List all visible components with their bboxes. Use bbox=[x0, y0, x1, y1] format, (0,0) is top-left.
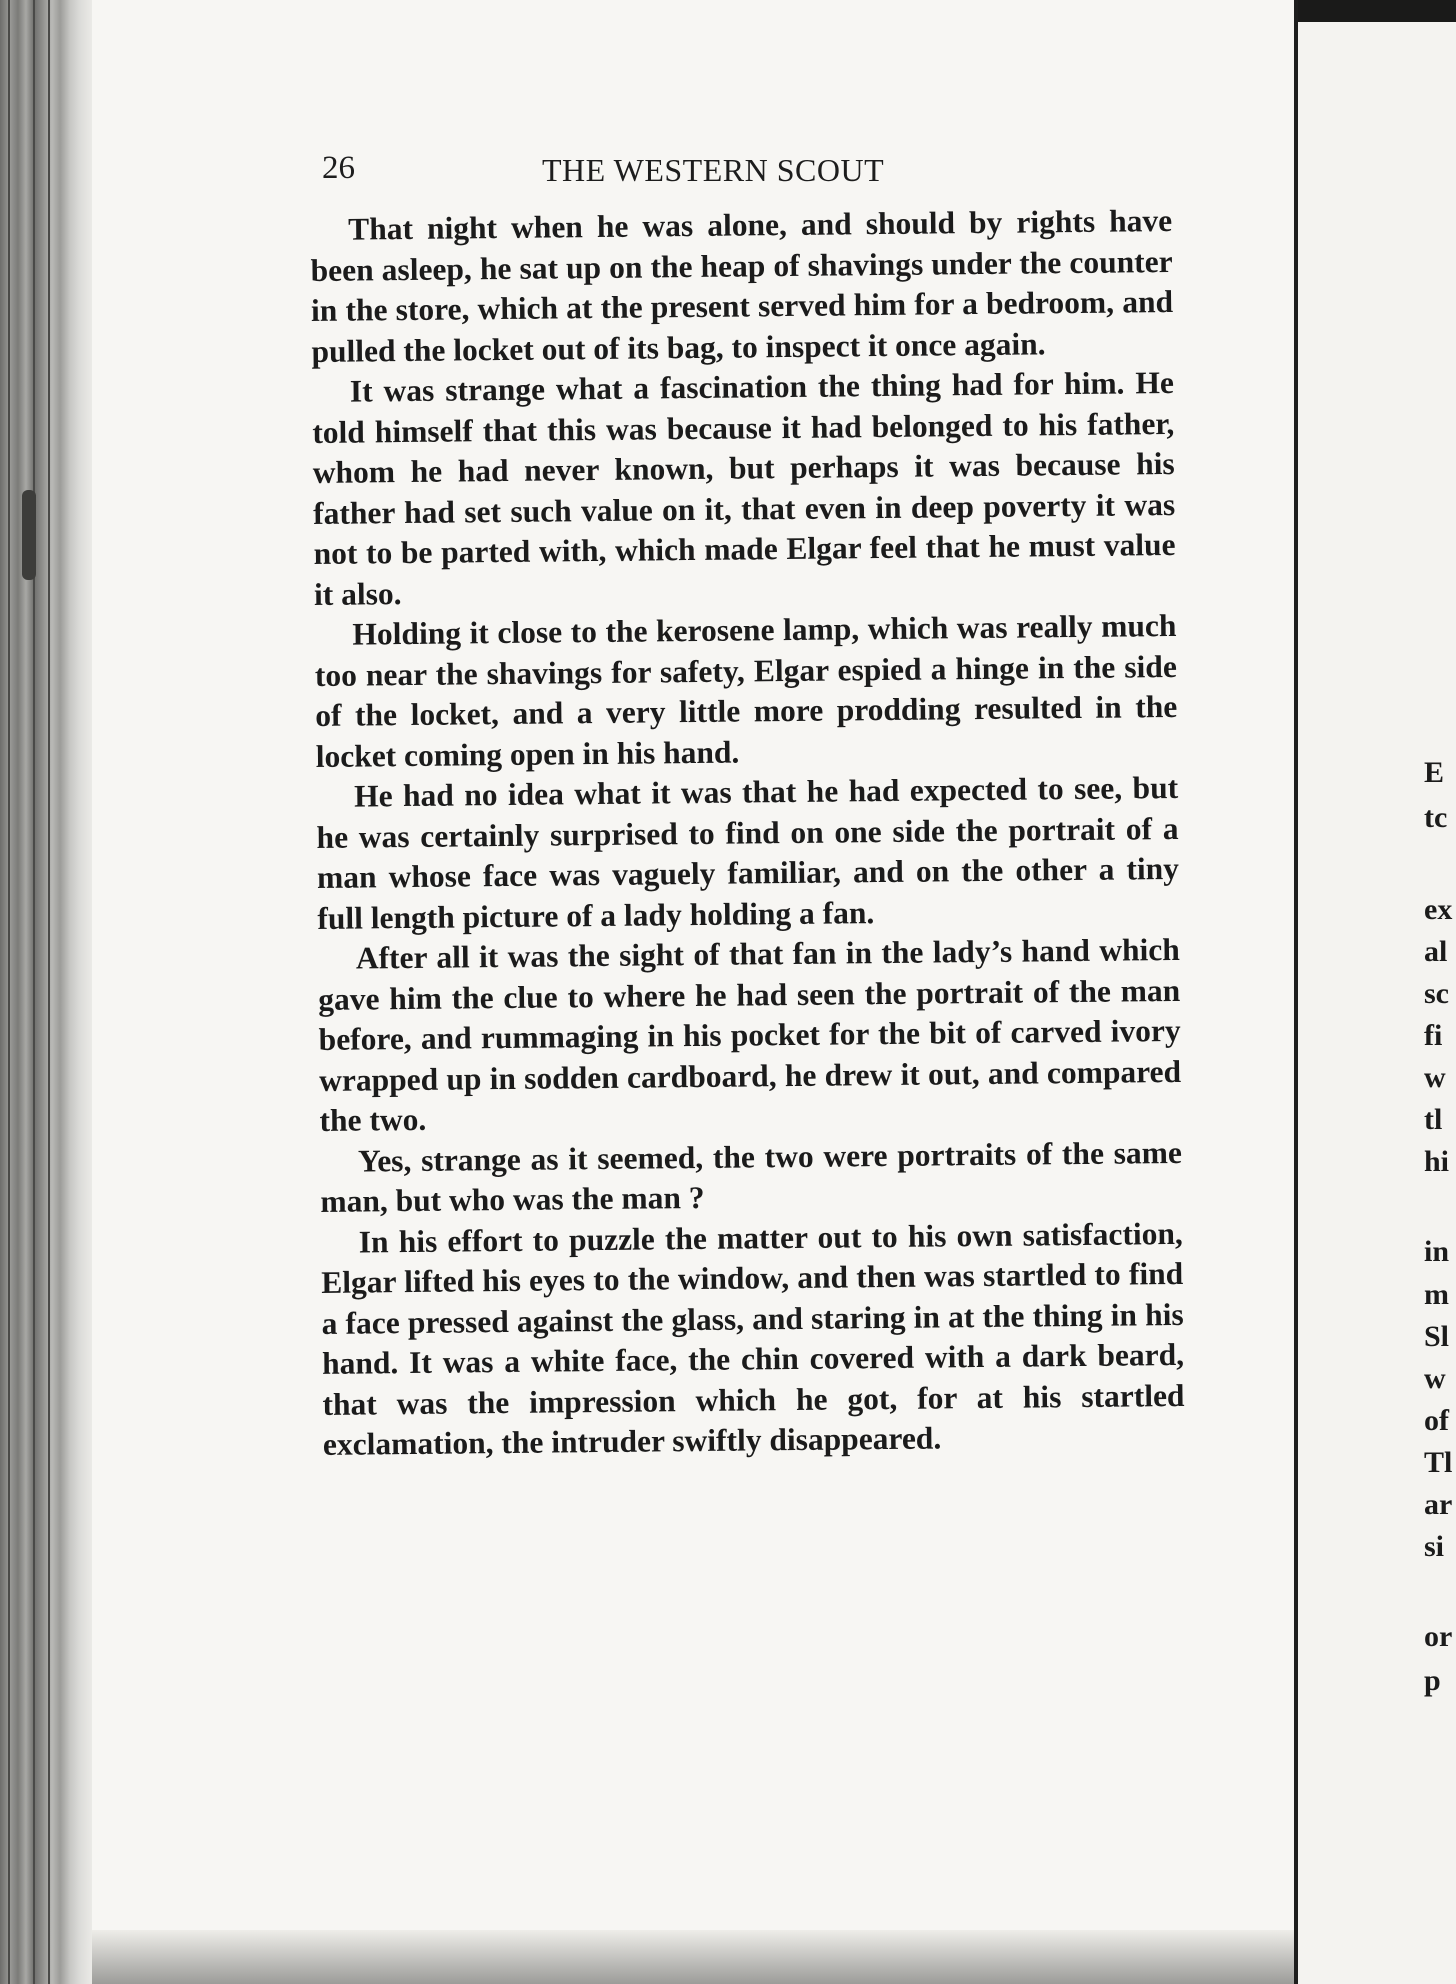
page-bottom-shadow bbox=[92, 1930, 1294, 1984]
facing-page-top-shadow bbox=[1298, 0, 1456, 22]
facing-page-fragment: tc bbox=[1424, 801, 1448, 834]
binding-line bbox=[33, 0, 35, 1984]
paragraph: It was strange what a fascination the thing had for him. He told himself that this was because it had belonged to his father, whom he had never known, but perhaps it was because his father had set such value on it, that even in deep poverty it was not to be parted with, which made Elgar feel that he must value it also. bbox=[312, 364, 1176, 612]
facing-page-fragment: in bbox=[1424, 1235, 1450, 1268]
page-header bbox=[322, 150, 962, 202]
facing-page-fragment: fi bbox=[1424, 1019, 1443, 1052]
binding-shadow-mark bbox=[22, 490, 36, 580]
facing-page-fragment: p bbox=[1424, 1664, 1441, 1697]
paragraph: Yes, strange as it seemed, the two were portraits of the same man, but who was the man ? bbox=[320, 1134, 1183, 1219]
facing-page-fragment: E bbox=[1424, 756, 1445, 789]
facing-page-fragment: tl bbox=[1424, 1103, 1443, 1136]
book-binding-edge bbox=[0, 0, 92, 1984]
facing-page-fragment: m bbox=[1424, 1278, 1449, 1311]
paragraph: In his effort to puzzle the matter out to his own satisfaction, Elgar lifted his eyes to the window, and then was startled to find a face pressed against the glass, and staring in at the thing in his hand. It was a white face, the chin covered with a dark beard, that was the impression which he got, for at his startled exclamation, the intruder swiftly disappeared. bbox=[321, 1215, 1185, 1462]
paragraph: Holding it close to the kerosene lamp, which was really much too near the shavings for safety, Elgar espied a hinge in the side of the locket, and a very little more prodding resulted in the locket coming open in his hand. bbox=[314, 607, 1178, 774]
binding-line bbox=[8, 0, 10, 1984]
facing-page-fragment: Sl bbox=[1424, 1320, 1450, 1353]
paragraph: He had no idea what it was that he had expected to see, but he was certainly surprised to find on one side the portrait of a man whose face was vaguely familiar, and on the other a tiny full length picture of a lady holding a fan. bbox=[316, 769, 1180, 936]
facing-page-fragment: sc bbox=[1424, 977, 1449, 1010]
facing-page-fragment: ex bbox=[1424, 893, 1453, 926]
facing-page-fragment: ar bbox=[1424, 1488, 1453, 1521]
body-text bbox=[310, 201, 1185, 1465]
paragraph: After all it was the sight of that fan in the lady’s hand which gave him the clue to where he had seen the portrait of the man before, and rummaging in his pocket for the bit of carved ivory wrapped up in sodden cardboard, he drew it out, and compared the two. bbox=[318, 931, 1182, 1138]
facing-page-fragment: al bbox=[1424, 935, 1448, 968]
facing-page-fragment: w bbox=[1424, 1362, 1446, 1395]
running-title: THE WESTERN SCOUT bbox=[542, 152, 885, 188]
facing-page-fragment: hi bbox=[1424, 1145, 1450, 1178]
paragraph: That night when he was alone, and should by rights have been asleep, he sat up on the heap of shavings under the counter in the store, which at the present served him for a bedroom, and pulled the locket out of its bag, to inspect it once again. bbox=[310, 202, 1174, 369]
facing-page-fragment: w bbox=[1424, 1061, 1446, 1094]
facing-page-fragment: si bbox=[1424, 1530, 1445, 1563]
facing-page-fragment: Tl bbox=[1424, 1446, 1453, 1479]
binding-line bbox=[48, 0, 50, 1984]
page-number: 26 bbox=[322, 150, 355, 186]
facing-page-fragment: or bbox=[1424, 1620, 1453, 1653]
facing-page-fragment: of bbox=[1424, 1404, 1449, 1437]
